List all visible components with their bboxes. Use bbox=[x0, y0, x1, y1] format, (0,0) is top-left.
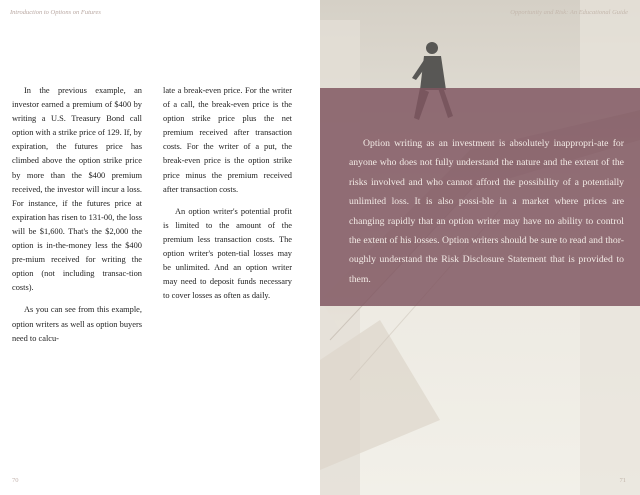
running-head-right: Opportunity and Risk: An Educational Guide bbox=[510, 9, 628, 16]
paragraph: late a break-even price. For the writer of a call, the break-even price is the option strike price plus the net premium received after transaction costs. For the writer of a put, the break-even price is the option strike price minus the premium received after transaction costs. bbox=[163, 86, 292, 194]
text-column-2 bbox=[163, 84, 292, 311]
page-number-left: 70 bbox=[12, 477, 19, 484]
running-head-left: Introduction to Options on Futures bbox=[10, 9, 101, 16]
paragraph: In the previous example, an investor earned a premium of $400 by writing a U.S. Treasury Bond call option with a strike price of 129. If, by expiration, the futures price has climbed above the option strike price by more than the $400 premium received, the investor will incur a loss. For instance, if the futures price at expiration has risen to 131-00, the loss will be $1,600. That's the $2,000 the option is in-the-money less the $400 pre-mium received for writing the option (not including transac-tion costs). bbox=[12, 86, 142, 293]
page-number-right: 71 bbox=[619, 477, 626, 484]
callout-paragraph: Option writing as an investment is absolutely inappropri-ate for anyone who does not fully understand the nature and the extent of the risks involved and who cannot afford the possibility of a potentially unlimited loss. It is also possi-ble in a market where prices are changing rapidly that an option writer may have no ability to control the extent of his losses. Option writers should be sure to read and thor-oughly understand the Risk Disclosure Statement that is provided to them. bbox=[349, 138, 624, 285]
callout-text bbox=[349, 134, 624, 289]
right-page bbox=[320, 0, 640, 495]
text-column-1 bbox=[12, 84, 142, 354]
paragraph: As you can see from this example, option writers as well as option buyers need to calcu- bbox=[12, 305, 142, 343]
paragraph: An option writer's potential profit is limited to the amount of the premium less transaction costs. The option writer's poten-tial losses may be unlimited. And an option writer may need to deposit funds necessary to cover losses as often as daily. bbox=[163, 206, 292, 301]
callout-box bbox=[320, 88, 640, 306]
